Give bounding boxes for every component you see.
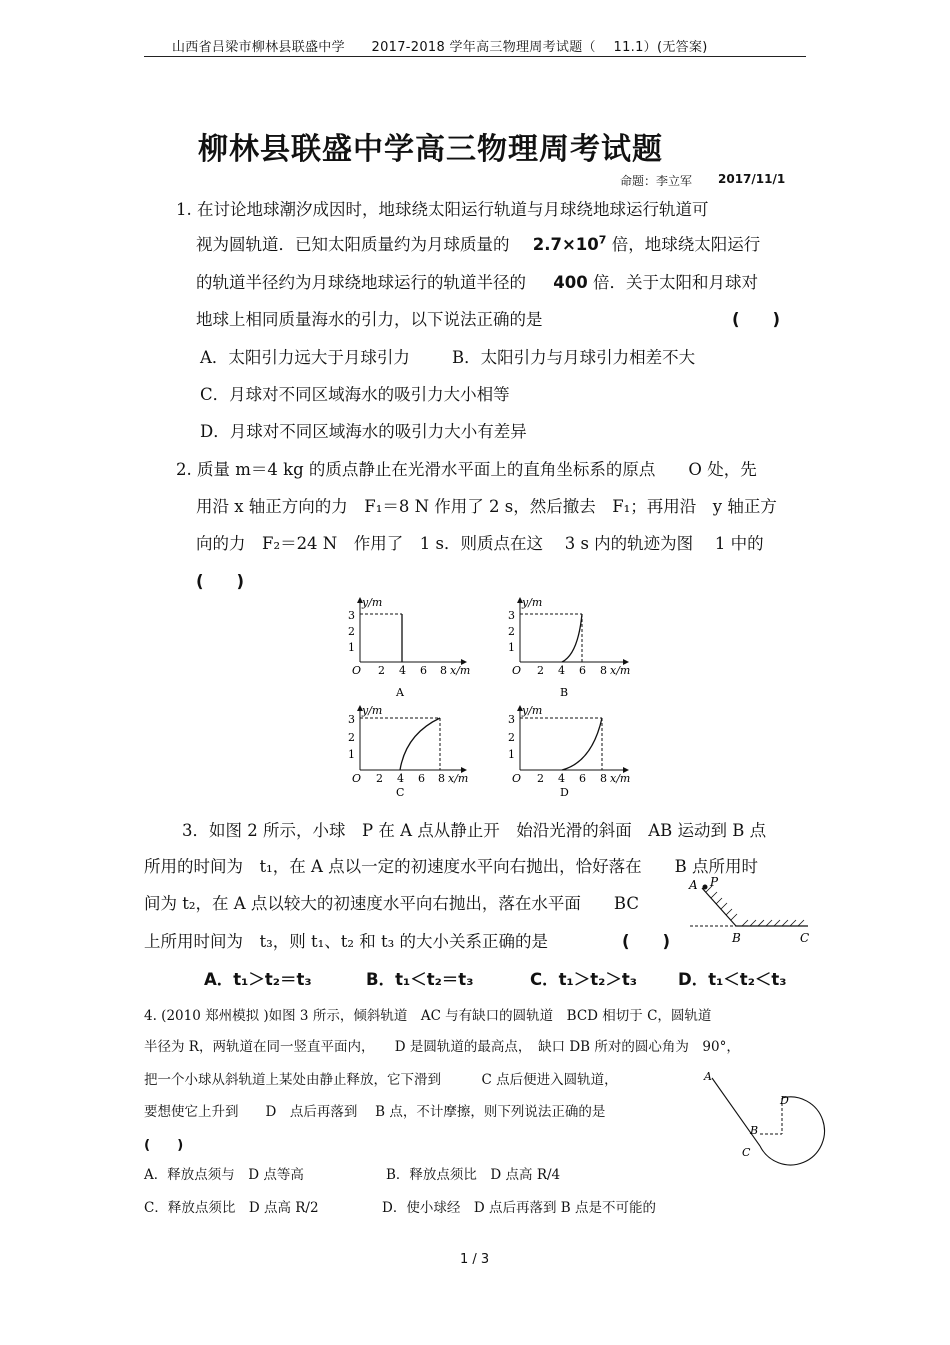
q4-line-1: 4. (2010 郑州模拟 )如图 3 所示，倾斜轨道 AC 与有缺口的圆轨道 BCD 相切于 C，圆轨道	[144, 1008, 712, 1024]
graph-d-ytick-3: 3	[508, 713, 515, 726]
page-title: 柳林县联盛中学高三物理周考试题	[198, 132, 663, 167]
graph-d-xlabel: x/m	[610, 772, 631, 785]
q2-line-2: 用沿 x 轴正方向的力 F₁＝8 N 作用了 2 s，然后撤去 F₁；再用沿 y 轴正方	[196, 497, 777, 516]
q4-answer-paren: ( )	[144, 1137, 184, 1153]
graph-a-xtick-8: 8	[440, 664, 447, 677]
graph-a-ytick-1: 1	[348, 641, 355, 654]
q1-line-2	[196, 231, 760, 255]
graph-c-xtick-6: 6	[418, 772, 425, 785]
q3-option-a: A．t₁＞t₂＝t₃	[204, 970, 312, 989]
graph-a-xtick-6: 6	[420, 664, 427, 677]
graph-a-xtick-2: 2	[378, 664, 385, 677]
graph-b-origin: O	[512, 664, 522, 677]
q4-option-c: C．释放点须比 D 点高 R/2	[144, 1200, 319, 1216]
graph-b	[508, 596, 630, 699]
graph-a-ylabel: y/m	[362, 596, 383, 609]
graph-b-label: B	[560, 686, 569, 699]
incline-point-a: A	[689, 878, 698, 892]
q1-option-d: D．月球对不同区域海水的吸引力大小有差异	[200, 422, 527, 441]
graph-b-ytick-2: 2	[508, 625, 515, 638]
date-line: 2017/11/1	[718, 172, 786, 186]
graph-c-xtick-4: 4	[397, 772, 404, 785]
track-point-a: A	[704, 1070, 712, 1083]
page-number: 1 / 3	[460, 1252, 490, 1267]
q1-option-b: B．太阳引力与月球引力相差不大	[452, 348, 696, 367]
graph-c-origin: O	[352, 772, 362, 785]
q2-answer-paren: ( )	[196, 572, 245, 591]
graph-a	[348, 596, 470, 699]
header-rule	[144, 56, 806, 57]
q1-line-3	[196, 269, 758, 293]
track-point-b: B	[750, 1124, 759, 1137]
graph-d-ytick-1: 1	[508, 748, 515, 761]
q2-line-3: 向的力 F₂＝24 N 作用了 1 s．则质点在这 3 s 内的轨迹为图 1 中的	[196, 534, 764, 553]
graph-a-label: A	[396, 686, 404, 699]
q1-ratio-radius: 400	[553, 273, 588, 292]
graph-a-xtick-4: 4	[399, 664, 406, 677]
graph-b-ylabel: y/m	[522, 596, 543, 609]
q1-line-2c: 倍，地球绕太阳运行	[611, 235, 761, 254]
graph-d-xtick-4: 4	[558, 772, 565, 785]
q2-line-1: 2. 质量 m＝4 kg 的质点静止在光滑水平面上的直角坐标系的原点 O 处，先	[176, 460, 757, 479]
q4-option-d: D．使小球经 D 点后再落到 B 点是不可能的	[382, 1200, 656, 1216]
graph-a-origin: O	[352, 664, 362, 677]
q4-line-3: 把一个小球从斜轨道上某处由静止释放，它下滑到 C 点后便进入圆轨道，	[144, 1072, 618, 1088]
q4-line-4: 要想使它上升到 D 点后再落到 B 点，不计摩擦，则下列说法正确的是	[144, 1104, 606, 1120]
graph-d-xtick-6: 6	[579, 772, 586, 785]
graph-c-label: C	[396, 786, 405, 799]
graph-d-xtick-8: 8	[600, 772, 607, 785]
graph-b-xtick-4: 4	[558, 664, 565, 677]
graph-b-xlabel: x/m	[610, 664, 631, 677]
graph-b-xtick-8: 8	[600, 664, 607, 677]
q1-ratio-mass: 2.7×10	[532, 235, 599, 254]
graph-d-xtick-2: 2	[537, 772, 544, 785]
graph-c	[348, 704, 468, 799]
q1-line-3a: 的轨道半径约为月球绕地球运行的轨道半径的	[196, 273, 526, 292]
q3-line-3: 间为 t₂，在 A 点以较大的初速度水平向右抛出，落在水平面 BC	[144, 894, 639, 913]
graph-c-ylabel: y/m	[362, 704, 383, 717]
q1-option-a: A．太阳引力远大于月球引力	[200, 348, 410, 367]
q1-ratio-exp: 7	[598, 233, 607, 247]
incline-ball-p: P	[710, 875, 719, 889]
track-point-c: C	[742, 1146, 751, 1159]
graph-b-ytick-1: 1	[508, 641, 515, 654]
incline-figure	[686, 874, 814, 948]
graph-c-xlabel: x/m	[448, 772, 469, 785]
graph-b-xtick-2: 2	[537, 664, 544, 677]
graph-c-ytick-1: 1	[348, 748, 355, 761]
graph-a-ytick-2: 2	[348, 625, 355, 638]
graph-c-ytick-3: 3	[348, 713, 355, 726]
graph-d-ylabel: y/m	[522, 704, 543, 717]
q1-line-2a: 视为圆轨道．已知太阳质量约为月球质量的	[196, 235, 510, 254]
q3-option-d: D．t₁＜t₂＜t₃	[678, 970, 787, 989]
graph-d	[508, 704, 630, 799]
graph-b-ytick-3: 3	[508, 609, 515, 622]
graph-d-ytick-2: 2	[508, 731, 515, 744]
incline-point-c: C	[800, 931, 810, 945]
graph-a-xlabel: x/m	[450, 664, 471, 677]
graph-d-origin: O	[512, 772, 522, 785]
page-header: 山西省吕梁市柳林县联盛中学 2017-2018 学年高三物理周考试题（ 11.1）(无答案)	[172, 40, 708, 55]
trajectory-graphs-figure	[340, 594, 640, 804]
graph-c-ytick-2: 2	[348, 731, 355, 744]
q1-line-3c: 倍．关于太阳和月球对	[592, 273, 758, 292]
q1-option-c: C．月球对不同区域海水的吸引力大小相等	[200, 385, 510, 404]
q3-line-1: 3．如图 2 所示，小球 P 在 A 点从静止开 始沿光滑的斜面 AB 运动到 B 点	[182, 821, 767, 840]
q3-option-c: C．t₁＞t₂＞t₃	[530, 970, 637, 989]
q3-line-4: 上所用时间为 t₃，则 t₁、t₂ 和 t₃ 的大小关系正确的是	[144, 932, 548, 951]
graph-b-xtick-6: 6	[579, 664, 586, 677]
graph-c-xtick-8: 8	[438, 772, 445, 785]
q4-option-a: A．释放点须与 D 点等高	[144, 1167, 304, 1183]
q3-option-b: B．t₁＜t₂＝t₃	[366, 970, 474, 989]
circular-track-figure	[698, 1068, 828, 1168]
q3-line-2: 所用的时间为 t₁，在 A 点以一定的初速度水平向右抛出，恰好落在 B 点所用时	[144, 857, 759, 876]
q1-line-4: 地球上相同质量海水的引力，以下说法正确的是	[196, 310, 543, 329]
incline-point-b: B	[732, 931, 741, 945]
q4-option-b: B．释放点须比 D 点高 R/4	[386, 1167, 561, 1183]
author-line: 命题：李立军	[620, 174, 693, 188]
graph-d-label: D	[560, 786, 569, 799]
q4-line-2: 半径为 R，两轨道在同一竖直平面内， D 是圆轨道的最高点， 缺口 DB 所对的圆心角为 90°，	[144, 1039, 740, 1055]
q1-line-1: 1. 在讨论地球潮汐成因时，地球绕太阳运行轨道与月球绕地球运行轨道可	[176, 200, 709, 219]
q1-answer-paren: ( )	[732, 310, 781, 329]
graph-a-ytick-3: 3	[348, 609, 355, 622]
q3-answer-paren: ( )	[622, 932, 671, 951]
track-point-d: D	[780, 1094, 789, 1107]
graph-c-xtick-2: 2	[376, 772, 383, 785]
